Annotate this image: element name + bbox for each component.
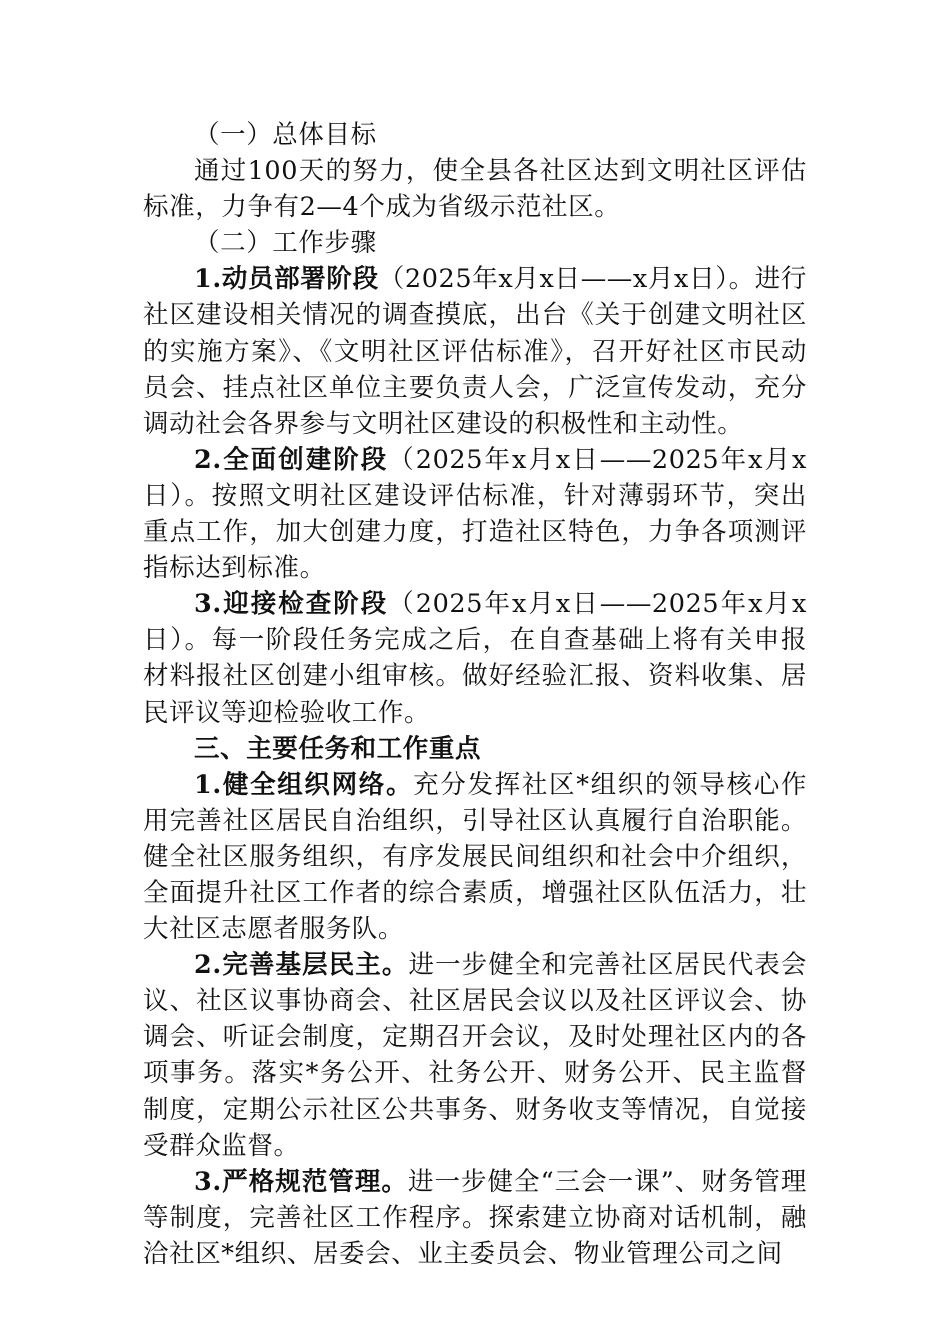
paragraph-step-1 bbox=[143, 261, 807, 441]
step-1-body: （2025年x月x日——x月x日）。进行社区建设相关情况的调查摸底，出台《关于创建文明社区的实施方案》、《文明社区评估标准》，召开好社区市民动员会、挂点社区单位主要负责人会，广泛宣传发动，充分调动社会各界参与文明社区建设的积极性和主动性。 bbox=[143, 264, 808, 439]
heading-section-3: 三、主要任务和工作重点 bbox=[194, 733, 482, 764]
step-2-body: （2025年x月x日——2025年x月x日）。按照文明社区建设评估标准，针对薄弱环节，突出重点工作，加大创建力度，打造社区特色，力争各项测评指标达到标准。 bbox=[143, 444, 807, 584]
paragraph-task-1 bbox=[143, 767, 807, 947]
heading-total-goal: （一）总体目标 bbox=[194, 120, 377, 150]
step-3-body: （2025年x月x日——2025年x月x日）。每一阶段任务完成之后，在自查基础上将有关申报材料报社区创建小组审核。做好经验汇报、资料收集、居民评议等迎检验收工作。 bbox=[143, 589, 807, 728]
paragraph-task-2 bbox=[143, 947, 807, 1164]
heading-work-steps: （二）工作步骤 bbox=[194, 228, 377, 259]
task-1-title: 1.健全组织网络。 bbox=[194, 769, 414, 800]
step-1-title: 1.动员部署阶段 bbox=[194, 264, 379, 295]
paragraph-step-2 bbox=[143, 442, 807, 586]
paragraph-step-3 bbox=[143, 586, 807, 730]
step-3-title: 3.迎接检查阶段 bbox=[194, 589, 389, 620]
step-2-title: 2.全面创建阶段 bbox=[194, 444, 389, 475]
task-3-title: 3.严格规范管理。 bbox=[194, 1166, 408, 1197]
paragraph-task-3 bbox=[143, 1164, 807, 1272]
task-2-body: 进一步健全和完善社区居民代表会议、社区议事协商会、社区居民会议以及社区评议会、协调会、听证会制度，定期召开会议，及时处理社区内的各项事务。落实*务公开、社务公开、财务公开、民主监督制度，定期公示社区公共事务、财务收支等情况，自觉接受群众监督。 bbox=[143, 950, 807, 1161]
task-3-body: 进一步健全“三会一课”、财务管理等制度，完善社区工作程序。探索建立协商对话机制，融洽社区*组织、居委会、业主委员会、物业管理公司之间 bbox=[143, 1166, 807, 1269]
task-1-body: 充分发挥社区*组织的领导核心作用完善社区居民自治组织，引导社区认真履行自治职能。健全社区服务组织，有序发展民间组织和社会中介组织，全面提升社区工作者的综合素质，增强社区队伍活力，壮大社区志愿者服务队。 bbox=[143, 769, 807, 945]
document-body bbox=[143, 117, 807, 1272]
paragraph-total-goal: 通过100天的努力，使全县各社区达到文明社区评估标准，力争有2—4个成为省级示范社区。 bbox=[143, 156, 807, 223]
task-2-title: 2.完善基层民主。 bbox=[194, 950, 409, 981]
